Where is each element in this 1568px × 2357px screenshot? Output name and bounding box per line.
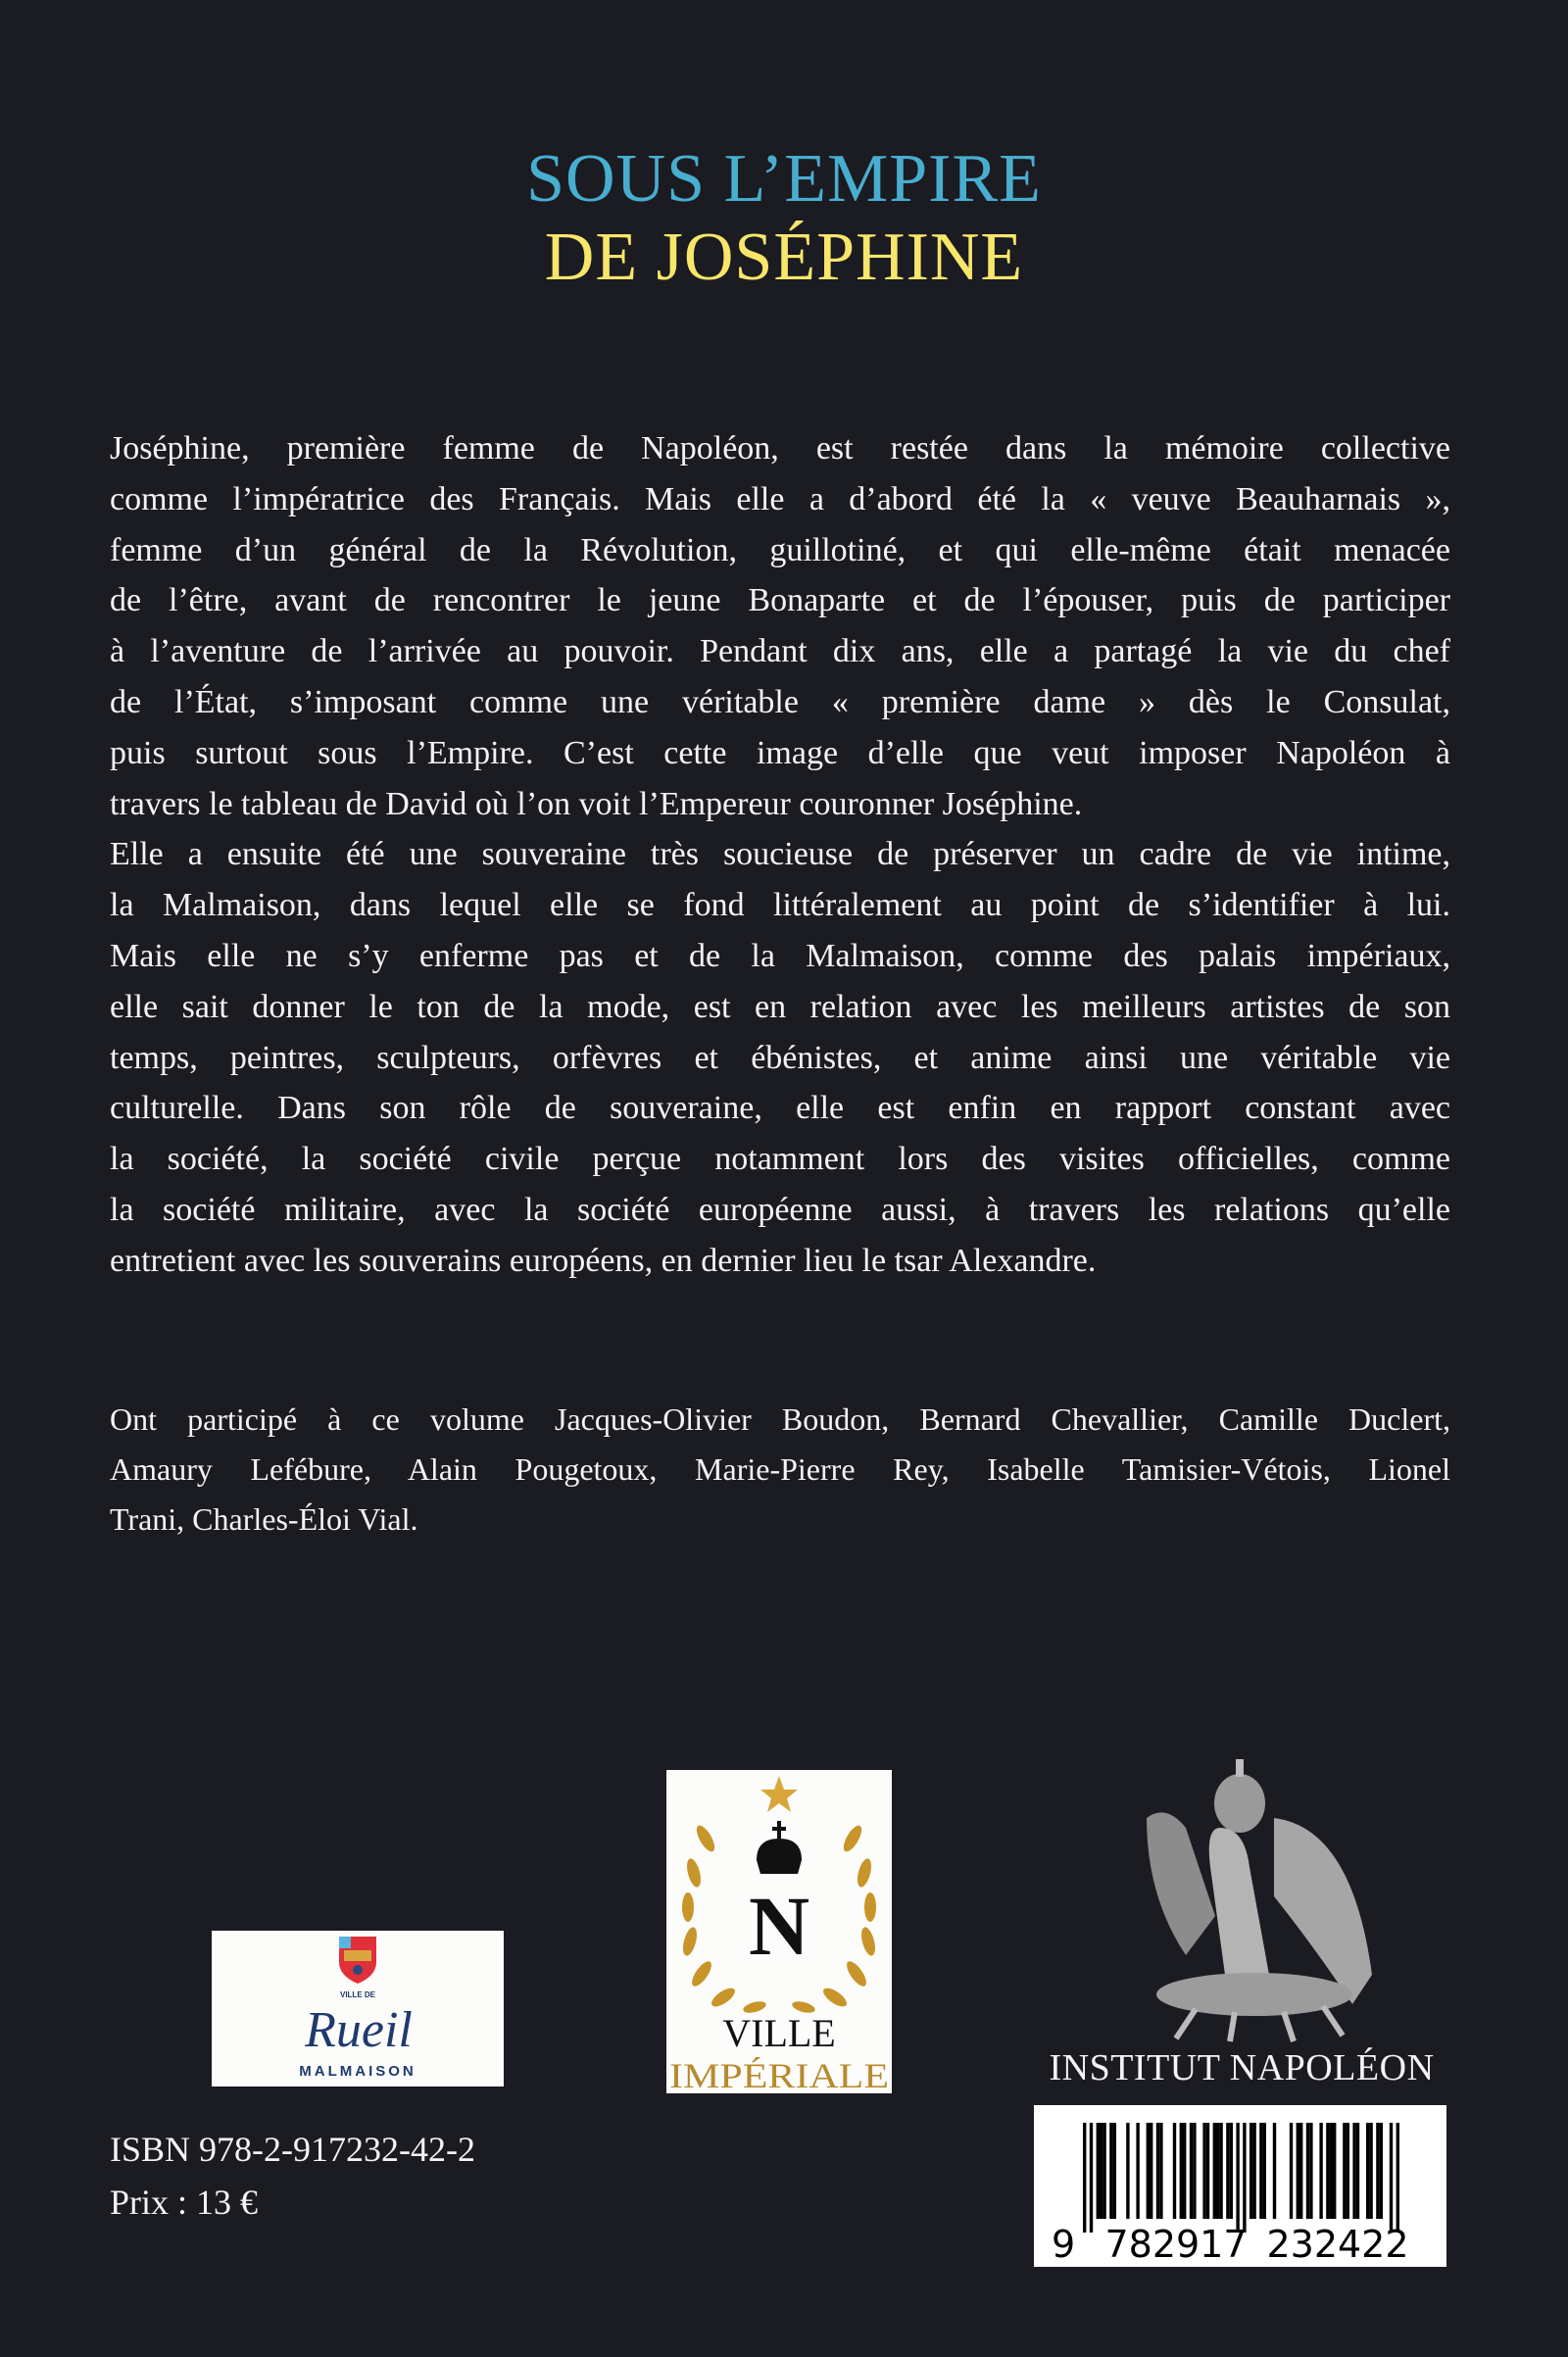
title-line-1: SOUS L’EMPIRE <box>526 141 1042 217</box>
summary-line: comme l’impératrice des Français. Mais elle a d’abord été la « veuve Beauharnais », <box>110 480 1450 517</box>
barcode-bar <box>1230 2123 1233 2219</box>
summary-line: puis surtout sous l’Empire. C’est cette image d’elle que veut imposer Napoléon à <box>110 734 1450 771</box>
barcode-bar <box>1297 2123 1299 2219</box>
summary-line: la Malmaison, dans lequel elle se fond littéralement au point de s’identifier à lui. <box>110 887 1450 924</box>
contributors-line: Amaury Lefébure, Alain Pougetoux, Marie-Pierre Rey, Isabelle Tamisier-Vétois, Lionel <box>110 1451 1450 1487</box>
summary-text <box>110 423 1450 1287</box>
barcode-bar <box>1156 2123 1159 2219</box>
barcode-bar <box>1330 2123 1333 2219</box>
contributors-line: Ont participé à ce volume Jacques-Olivier Boudon, Bernard Chevallier, Camille Duclert, <box>110 1401 1450 1437</box>
barcode-bar <box>1213 2123 1216 2219</box>
rueil-malmaison-logo <box>212 1931 504 2087</box>
barcode-bar <box>1100 2123 1102 2219</box>
institut-napoleon-label: INSTITUT NAPOLÉON <box>1049 2047 1435 2088</box>
barcode-bar <box>1290 2123 1293 2219</box>
summary-line: la société militaire, avec la société européenne aussi, à travers les relations qu’elle <box>110 1191 1450 1228</box>
summary-line: Elle a ensuite été une souveraine très soucieuse de préserver un cadre de vie intime, <box>110 836 1450 873</box>
barcode-bar <box>1326 2123 1329 2219</box>
svg-text:Rueil: Rueil <box>305 2002 413 2058</box>
barcode-bar <box>1193 2123 1196 2219</box>
barcode-bar <box>1216 2123 1219 2219</box>
svg-text:IMPÉRIALE: IMPÉRIALE <box>669 2056 889 2093</box>
summary-line: de l’État, s’imposant comme une véritable « première dame » dès le Consulat, <box>110 683 1450 720</box>
barcode-bar <box>1090 2123 1093 2233</box>
barcode-bar <box>1136 2123 1139 2219</box>
summary-line: Mais elle ne s’y enferme pas et de la Malmaison, comme des palais impériaux, <box>110 937 1450 974</box>
barcode-bar <box>1202 2123 1205 2219</box>
coat-of-arms-icon <box>212 1931 504 2087</box>
barcode-bar <box>1343 2123 1346 2219</box>
barcode-bar <box>1236 2123 1239 2233</box>
isbn-text: ISBN 978-2-917232-42-2 <box>110 2130 475 2169</box>
svg-text:VILLE DE: VILLE DE <box>339 1990 376 1999</box>
svg-text:VILLE: VILLE <box>722 2011 836 2055</box>
isbn-barcode <box>1034 2105 1446 2267</box>
title-line-2: DE JOSÉPHINE <box>544 220 1024 295</box>
summary-line: travers le tableau de David où l’on voit l’Empereur couronner Joséphine. <box>110 785 1083 822</box>
barcode-bar <box>1109 2123 1112 2219</box>
barcode-bar <box>1126 2123 1129 2219</box>
imperial-eagle-icon <box>1127 1759 1384 2045</box>
barcode-bar <box>1369 2123 1372 2219</box>
svg-text:N: N <box>748 1879 810 1973</box>
barcode-bar <box>1226 2123 1229 2219</box>
barcode-bar <box>1352 2123 1355 2219</box>
barcode-bar <box>1347 2123 1349 2219</box>
barcode-bar <box>1243 2123 1246 2233</box>
barcode-bar <box>1263 2123 1266 2219</box>
barcode-bar <box>1173 2123 1176 2219</box>
price-text: Prix : 13 € <box>110 2183 259 2222</box>
barcode-bar <box>1190 2123 1193 2219</box>
barcode-bar <box>1206 2123 1209 2219</box>
summary-line: de l’être, avant de rencontrer le jeune Bonaparte et de l’épouser, puis de participer <box>110 582 1450 619</box>
summary-line: femme d’un général de la Révolution, guillotiné, et qui elle-même était menacée <box>110 531 1450 568</box>
barcode-bar <box>1390 2123 1393 2233</box>
barcode-bar <box>1366 2123 1369 2219</box>
barcode-bar <box>1273 2123 1276 2219</box>
barcode-bar <box>1147 2123 1150 2219</box>
barcode-bar <box>1219 2123 1222 2219</box>
barcode-bar <box>1309 2123 1312 2219</box>
barcode-bar <box>1376 2123 1379 2219</box>
summary-line: la société, la société civile perçue notamment lors des visites officielles, comme <box>110 1141 1450 1178</box>
barcode-bar <box>1299 2123 1302 2219</box>
barcode-bar <box>1306 2123 1309 2219</box>
barcode-bar <box>1259 2123 1262 2219</box>
barcode-digit-first: 9 <box>1052 2223 1076 2266</box>
summary-line: elle sait donner le ton de la mode, est en relation avec les meilleurs artistes de son <box>110 988 1450 1025</box>
barcode-bar <box>1250 2123 1252 2219</box>
summary-line: à l’aventure de l’arrivée au pouvoir. Pendant dix ans, elle a partagé la vie du chef <box>110 633 1450 670</box>
barcode-bar <box>1356 2123 1359 2219</box>
summary-line: Joséphine, première femme de Napoléon, est restée dans la mémoire collective <box>110 430 1450 466</box>
barcode-bar <box>1083 2123 1086 2233</box>
barcode-bar <box>1319 2123 1322 2219</box>
svg-text:MALMAISON: MALMAISON <box>299 2063 416 2080</box>
barcode-bar <box>1097 2123 1100 2219</box>
summary-line: entretient avec les souverains européens, en dernier lieu le tsar Alexandre. <box>110 1242 1097 1279</box>
barcode-bar <box>1333 2123 1336 2219</box>
barcode-digits-left: 782917 <box>1104 2223 1248 2266</box>
ville-imperiale-logo <box>666 1770 892 2093</box>
barcode-bars <box>1083 2123 1399 2233</box>
contributors-text <box>110 1395 1450 1545</box>
summary-line: temps, peintres, sculpteurs, orfèvres et ébénistes, et anime ainsi une véritable vie <box>110 1039 1450 1076</box>
barcode-bar <box>1159 2123 1162 2219</box>
barcode-bar <box>1380 2123 1383 2219</box>
contributors-line: Trani, Charles-Éloi Vial. <box>110 1501 418 1537</box>
barcode-bar <box>1113 2123 1116 2219</box>
barcode-digits-right: 232422 <box>1266 2223 1409 2266</box>
barcode-bar <box>1252 2123 1255 2219</box>
barcode-bar <box>1150 2123 1152 2219</box>
barcode-bar <box>1102 2123 1105 2219</box>
barcode-bar <box>1396 2123 1399 2233</box>
barcode-bar <box>1180 2123 1183 2219</box>
barcode-bar <box>1183 2123 1186 2219</box>
laurel-wreath-icon <box>666 1770 892 2093</box>
summary-line: culturelle. Dans son rôle de souveraine, elle est enfin en rapport constant avec <box>110 1090 1450 1127</box>
